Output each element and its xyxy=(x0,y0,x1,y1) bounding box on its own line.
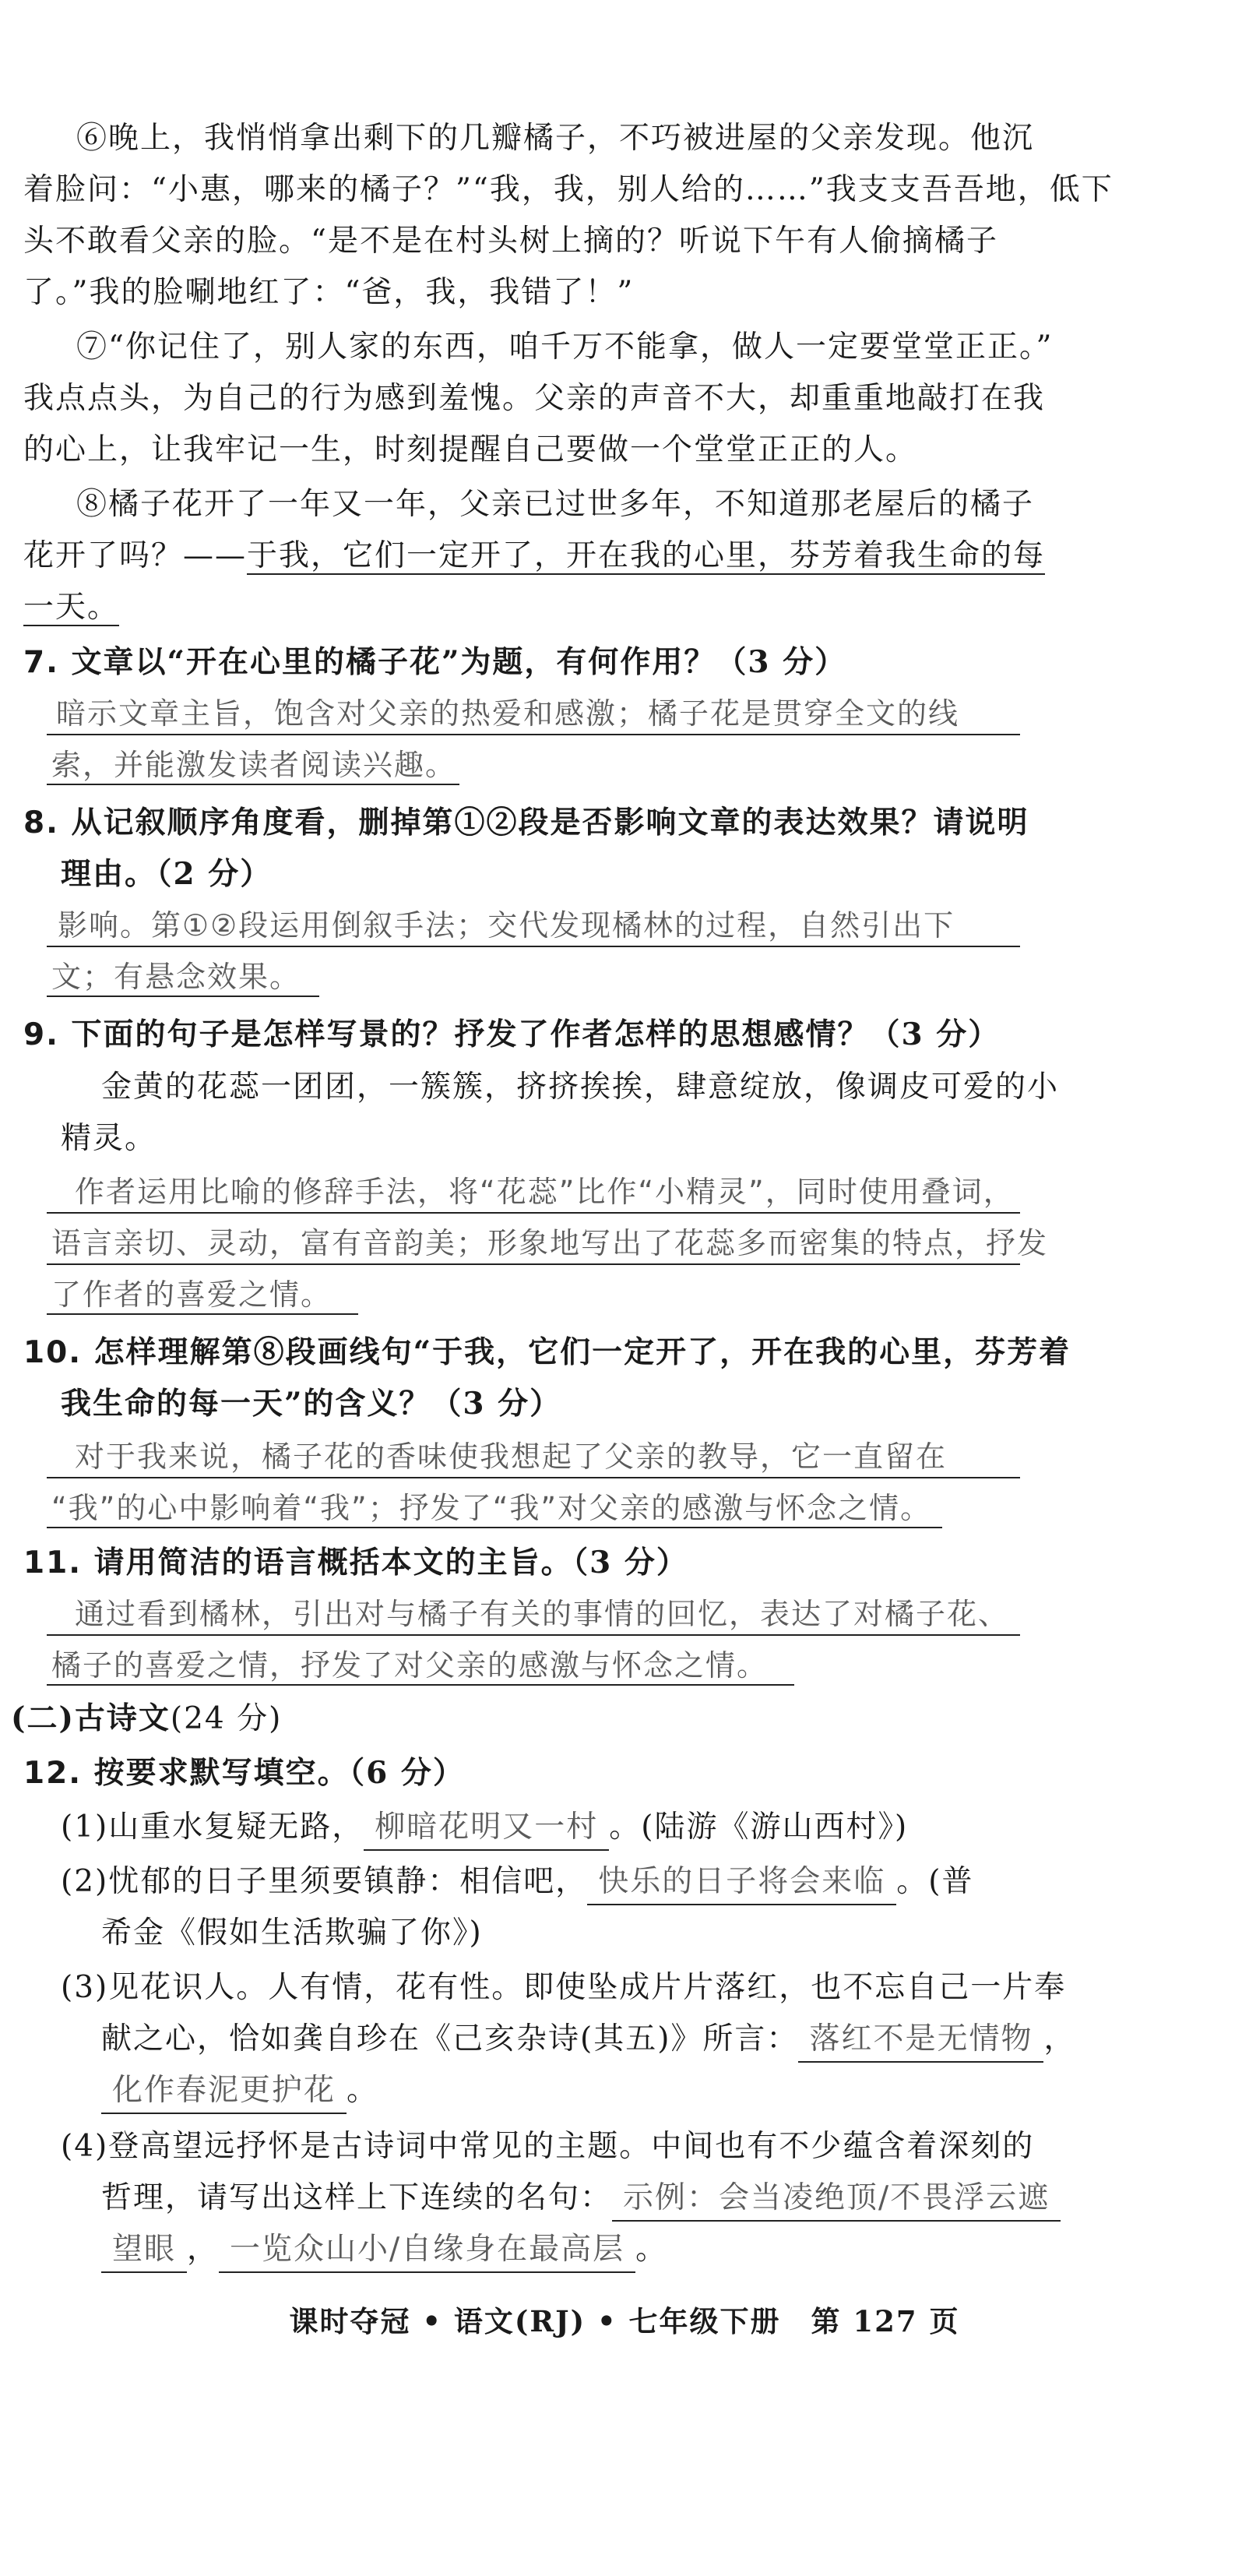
section-label: (二)古诗文 xyxy=(11,1700,171,1736)
question-10-text: 怎样理解第⑧段画线句“于我，它们一定开了，开在我的心里，芬芳着 xyxy=(93,1334,1071,1370)
item2-prefix: (2)忧郁的日子里须要镇静：相信吧， xyxy=(61,1864,588,1899)
question-12-item4-line1: (4)登高望远抒怀是古诗词中常见的主题。中间也有不少蕴含着深刻的 xyxy=(61,2129,1035,2164)
question-9-quote-line2: 精灵。 xyxy=(61,1121,157,1156)
item3-comma: ， xyxy=(1043,2021,1076,2056)
passage-p7-line1: ⑦“你记住了，别人家的东西，咱千万不能拿，做人一定要堂堂正正。” xyxy=(76,329,1054,365)
question-12 xyxy=(23,1751,1036,1795)
answer-11-line2: 橘子的喜爱之情，抒发了对父亲的感激与怀念之情。 xyxy=(51,1648,769,1683)
question-12-item2 xyxy=(61,1860,1073,1905)
answer-line xyxy=(47,1313,358,1315)
answer-line xyxy=(47,996,319,997)
question-8-text: 从记叙顺序角度看，删掉第①②段是否影响文章的表达效果？请说明 xyxy=(71,805,1029,840)
question-11 xyxy=(23,1541,1036,1585)
answer-9-line2: 语言亲切、灵动，富有音韵美；形象地写出了花蕊多而密集的特点，抒发 xyxy=(51,1226,1049,1260)
passage-underlined-sentence: 于我，它们一定开了，开在我的心里，芬芳着我生命的每 xyxy=(247,538,1046,573)
section-heading-classical xyxy=(11,1697,1023,1741)
question-11-number: 11. xyxy=(23,1545,83,1580)
answer-line xyxy=(47,1212,1020,1214)
item4-answer1-part1: 示例：会当凌绝顶/不畏浮云遮 xyxy=(612,2176,1061,2222)
question-8-line2: 理由。（2 分） xyxy=(61,856,273,892)
answer-line xyxy=(47,734,1020,735)
question-7 xyxy=(23,640,1036,685)
answer-9-line3: 了作者的喜爱之情。 xyxy=(51,1277,332,1312)
passage-p8-line2 xyxy=(23,534,1046,578)
passage-p7-line3: 的心上，让我牢记一生，时刻提醒自己要做一个堂堂正正的人。 xyxy=(23,432,918,467)
passage-p8-line1: ⑧橘子花开了一年又一年，父亲已过世多年，不知道那老屋后的橘子 xyxy=(76,487,1035,522)
question-10-line2: 我生命的每一天”的含义？（3 分） xyxy=(61,1386,562,1422)
page-footer: 课时夺冠 • 语文(RJ) • 七年级下册 第 127 页 xyxy=(289,2304,960,2338)
passage-p6-line3: 头不敢看父亲的脸。“是不是在村头树上摘的？听说下午有人偷摘橘子 xyxy=(23,224,998,259)
question-10-line1 xyxy=(23,1330,1071,1375)
question-9-text: 下面的句子是怎样写景的？抒发了作者怎样的思想感情？（3 分） xyxy=(71,1017,1001,1052)
item3-prefix: 献之心，恰如龚自珍在《己亥杂诗(其五)》所言： xyxy=(101,2021,799,2056)
passage-p6-line4: 了。”我的脸唰地红了：“爸，我，我错了！” xyxy=(23,275,635,310)
passage-p8-line3 xyxy=(23,586,1036,629)
question-9-quote-line1: 金黄的花蕊一团团，一簇簇，挤挤挨挨，肆意绽放，像调皮可爱的小 xyxy=(101,1070,1060,1105)
question-7-text: 文章以“开在心里的橘子花”为题，有何作用？（3 分） xyxy=(71,644,847,680)
question-12-item4-line2 xyxy=(101,2176,1114,2222)
passage-p6-line1: ⑥晚上，我悄悄拿出剩下的几瓣橘子，不巧被进屋的父亲发现。他沉 xyxy=(76,121,1035,156)
question-12-item2-line2: 希金《假如生活欺骗了你》) xyxy=(101,1915,483,1951)
answer-8-line1: 影响。第①②段运用倒叙手法；交代发现橘林的过程，自然引出下 xyxy=(58,908,955,943)
answer-7-line1: 暗示文章主旨，饱含对父亲的热爱和感激；橘子花是贯穿全文的线 xyxy=(56,696,960,731)
item1-suffix: 。(陆游《游山西村》) xyxy=(609,1810,909,1845)
passage-p6-line2: 着脸问：“小惠，哪来的橘子？”“我，我，别人给的……”我支支吾吾地，低下 xyxy=(23,172,1114,207)
question-8-line1 xyxy=(23,801,1036,845)
question-12-item1 xyxy=(61,1806,1073,1851)
question-9 xyxy=(23,1013,1036,1057)
passage-underlined-sentence-end: 一天。 xyxy=(23,590,120,625)
answer-8-line2: 文；有悬念效果。 xyxy=(51,960,301,994)
answer-line xyxy=(47,1263,1020,1265)
question-12-item3-line2 xyxy=(101,2017,1114,2063)
question-12-item4-line3 xyxy=(101,2228,1114,2273)
question-8-number: 8. xyxy=(23,805,59,840)
item4-answer1-part2: 望眼 xyxy=(101,2228,187,2273)
passage-p7-line2: 我点点头，为自己的行为感到羞愧。父亲的声音不大，却重重地敲打在我 xyxy=(23,381,1046,416)
question-9-number: 9. xyxy=(23,1017,59,1052)
question-12-number: 12. xyxy=(23,1756,83,1791)
answer-line xyxy=(47,1527,942,1528)
item2-answer: 快乐的日子将会来临 xyxy=(587,1860,896,1905)
question-7-number: 7. xyxy=(23,645,59,680)
answer-7-line2: 索，并能激发读者阅读兴趣。 xyxy=(51,748,457,782)
question-12-text: 按要求默写填空。（6 分） xyxy=(93,1755,465,1791)
question-11-text: 请用简洁的语言概括本文的主旨。（3 分） xyxy=(93,1545,688,1580)
answer-line xyxy=(47,1477,1020,1478)
item1-prefix: (1)山重水复疑无路， xyxy=(61,1810,364,1845)
item3-answer1: 落红不是无情物 xyxy=(798,2017,1043,2063)
answer-11-line1: 通过看到橘林，引出对与橘子有关的事情的回忆，表达了对橘子花、 xyxy=(75,1597,1010,1631)
item4-separator: ， xyxy=(187,2232,220,2267)
answer-10-line2: “我”的心中影响着“我”；抒发了“我”对父亲的感激与怀念之情。 xyxy=(51,1491,932,1525)
section-points: (24 分) xyxy=(170,1701,283,1736)
question-12-item3-line1: (3)见花识人。人有情，花有性。即使坠成片片落红，也不忘自己一片奉 xyxy=(61,1970,1067,2005)
answer-line xyxy=(47,784,459,785)
item2-suffix: 。(普 xyxy=(896,1864,974,1899)
item4-end: 。 xyxy=(635,2232,668,2267)
item4-prefix: 哲理，请写出这样上下连续的名句： xyxy=(101,2180,613,2215)
answer-line xyxy=(47,946,1020,947)
question-12-item3-line3 xyxy=(101,2069,1114,2114)
answer-9-line1: 作者运用比喻的修辞手法，将“花蕊”比作“小精灵”，同时使用叠词， xyxy=(75,1175,1015,1209)
answer-line xyxy=(47,1684,794,1686)
item3-answer2: 化作春泥更护花 xyxy=(101,2069,347,2114)
answer-line xyxy=(47,1634,1020,1636)
question-10-number: 10. xyxy=(23,1335,83,1370)
item1-answer: 柳暗花明又一村 xyxy=(364,1806,609,1851)
item3-period: 。 xyxy=(347,2073,379,2108)
item4-answer2: 一览众山小/自缘身在最高层 xyxy=(219,2228,635,2273)
passage-p8-line2-plain: 花开了吗？—— xyxy=(23,538,248,573)
answer-10-line1: 对于我来说，橘子花的香味使我想起了父亲的教导，它一直留在 xyxy=(75,1440,948,1474)
